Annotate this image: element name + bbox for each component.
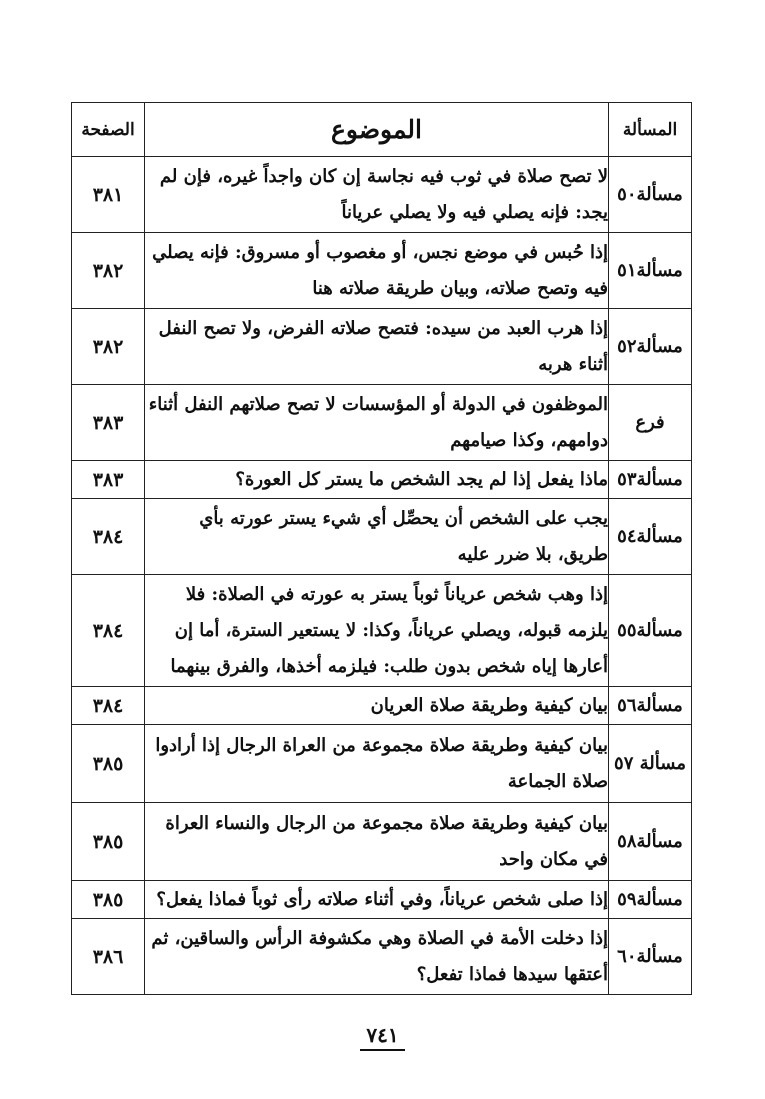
issue-cell: مسألة٥٥ xyxy=(609,575,692,687)
table-row xyxy=(72,233,692,309)
page-cell: ٣٨٥ xyxy=(72,725,145,803)
topic-column-header: الموضوع xyxy=(145,103,609,157)
page-cell: ٣٨٥ xyxy=(72,881,145,919)
topic-cell: بيان كيفية وطريقة صلاة العريان xyxy=(145,687,609,725)
topic-cell: بيان كيفية وطريقة صلاة مجموعة من الرجال والنساء العراة في مكان واحد xyxy=(145,803,609,881)
page-number xyxy=(0,1023,765,1051)
page-cell: ٣٨١ xyxy=(72,157,145,233)
table-row xyxy=(72,575,692,687)
page-cell: ٣٨٣ xyxy=(72,385,145,461)
page-number-text: ٧٤١ xyxy=(360,1023,404,1051)
page-cell: ٣٨٤ xyxy=(72,687,145,725)
issue-cell: مسألة٥٩ xyxy=(609,881,692,919)
index-table xyxy=(71,102,692,995)
page-cell: ٣٨٢ xyxy=(72,233,145,309)
issue-column-header: المسألة xyxy=(609,103,692,157)
table-row xyxy=(72,881,692,919)
page-cell: ٣٨٤ xyxy=(72,499,145,575)
topic-cell: إذا هرب العبد من سيده: فتصح صلاته الفرض، ولا تصح النفل أثناء هربه xyxy=(145,309,609,385)
issue-cell: مسألة٦٠ xyxy=(609,919,692,995)
table-row xyxy=(72,461,692,499)
page-column-header: الصفحة xyxy=(72,103,145,157)
topic-cell: إذا وهب شخص عرياناً ثوباً يستر به عورته في الصلاة: فلا يلزمه قبوله، ويصلي عرياناً، وكذا: لا يستعير السترة، أما إن أعارها إياه شخص بدون طلب: فيلزمه أخذها، والفرق بينهما xyxy=(145,575,609,687)
topic-cell: إذا حُبس في موضع نجس، أو مغصوب أو مسروق: فإنه يصلي فيه وتصح صلاته، وبيان طريقة صلاته هنا xyxy=(145,233,609,309)
table-row xyxy=(72,725,692,803)
topic-cell: إذا دخلت الأمة في الصلاة وهي مكشوفة الرأس والساقين، ثم أعتقها سيدها فماذا تفعل؟ xyxy=(145,919,609,995)
page-cell: ٣٨٣ xyxy=(72,461,145,499)
page-cell: ٣٨٥ xyxy=(72,803,145,881)
table-row xyxy=(72,919,692,995)
topic-cell: لا تصح صلاة في ثوب فيه نجاسة إن كان واجداً غيره، فإن لم يجد: فإنه يصلي فيه ولا يصلي عرياناً xyxy=(145,157,609,233)
page-cell: ٣٨٤ xyxy=(72,575,145,687)
topic-cell: بيان كيفية وطريقة صلاة مجموعة من العراة الرجال إذا أرادوا صلاة الجماعة xyxy=(145,725,609,803)
topic-cell: الموظفون في الدولة أو المؤسسات لا تصح صلاتهم النفل أثناء دوامهم، وكذا صيامهم xyxy=(145,385,609,461)
issue-cell: فرع xyxy=(609,385,692,461)
topic-cell: يجب على الشخص أن يحصِّل أي شيء يستر عورته بأي طريق، بلا ضرر عليه xyxy=(145,499,609,575)
table-row xyxy=(72,687,692,725)
issue-cell: مسألة٥٢ xyxy=(609,309,692,385)
topic-cell: إذا صلى شخص عرياناً، وفي أثناء صلاته رأى ثوباً فماذا يفعل؟ xyxy=(145,881,609,919)
issue-cell: مسألة٥٤ xyxy=(609,499,692,575)
page-cell: ٣٨٢ xyxy=(72,309,145,385)
issue-cell: مسألة٥٣ xyxy=(609,461,692,499)
topic-cell: ماذا يفعل إذا لم يجد الشخص ما يستر كل العورة؟ xyxy=(145,461,609,499)
issue-cell: مسألة٥١ xyxy=(609,233,692,309)
issue-cell: مسألة٥٠ xyxy=(609,157,692,233)
table-row xyxy=(72,157,692,233)
table-row xyxy=(72,803,692,881)
issue-cell: مسألة ٥٧ xyxy=(609,725,692,803)
issue-cell: مسألة٥٦ xyxy=(609,687,692,725)
table-row xyxy=(72,499,692,575)
page-cell: ٣٨٦ xyxy=(72,919,145,995)
issue-cell: مسألة٥٨ xyxy=(609,803,692,881)
table-row xyxy=(72,385,692,461)
table-header-row xyxy=(72,103,692,157)
table-row xyxy=(72,309,692,385)
